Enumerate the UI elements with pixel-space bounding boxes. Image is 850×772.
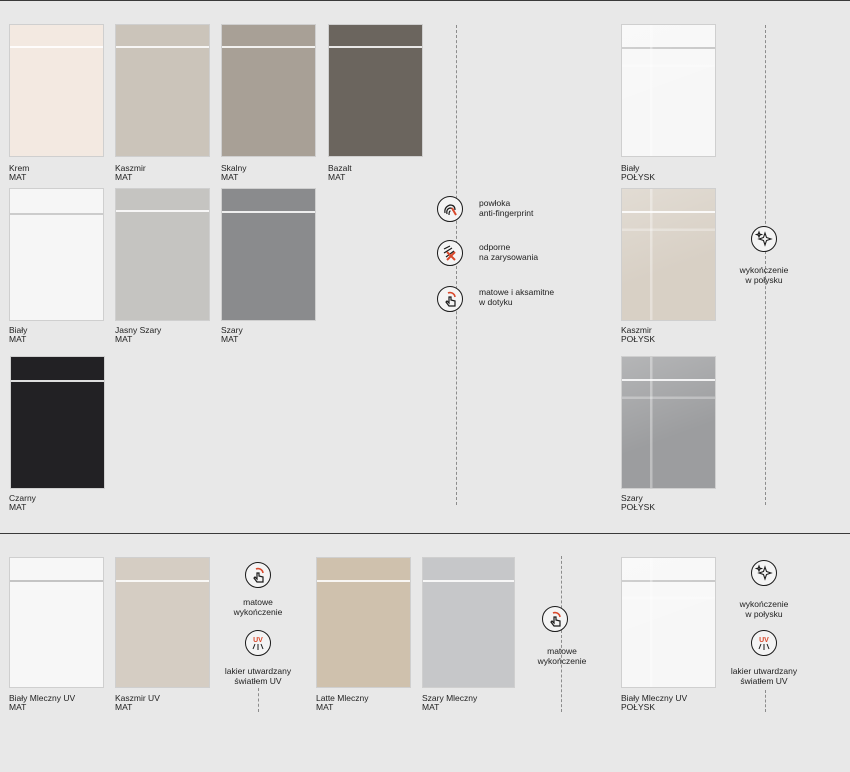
swatch-label: Szary Mleczny MAT [422, 693, 478, 712]
dashed-separator [456, 25, 457, 505]
feature-uv-lacquer: lakier utwardzany światłem UV [224, 666, 292, 686]
swatch-bialy[interactable] [9, 188, 104, 321]
dashed-separator [258, 688, 259, 712]
swatch-label: Szary MAT [221, 325, 243, 344]
feature-scratch-resistant: odporne na zarysowania [479, 242, 539, 262]
dashed-separator [765, 690, 766, 712]
swatch-latte-mleczny[interactable] [316, 557, 411, 688]
swatch-label: Jasny Szary MAT [115, 325, 162, 344]
swatch-krem[interactable] [9, 24, 104, 157]
swatch-label: Biały POŁYSK [621, 163, 656, 182]
swatch-label: Krem MAT [9, 163, 30, 182]
swatch-skalny[interactable] [221, 24, 316, 157]
swatch-jasny-szary[interactable] [115, 188, 210, 321]
touch-icon [542, 606, 568, 632]
swatch-bialy-polysk[interactable] [621, 24, 716, 157]
swatch-szary[interactable] [221, 188, 316, 321]
feature-uv-lacquer: lakier utwardzany światłem UV [730, 666, 798, 686]
fingerprint-icon [437, 196, 463, 222]
svg-text:UV: UV [253, 637, 263, 644]
swatch-label: Kaszmir MAT [115, 163, 146, 182]
swatch-label: Biały MAT [9, 325, 28, 344]
swatch-szary-polysk[interactable] [621, 356, 716, 489]
swatch-label: Szary POŁYSK [621, 493, 656, 512]
swatch-kaszmir-polysk[interactable] [621, 188, 716, 321]
swatch-szary-mleczny[interactable] [422, 557, 515, 688]
touch-icon [245, 562, 271, 588]
section-divider [0, 533, 850, 534]
feature-velvet-touch: matowe i aksamitne w dotyku [479, 287, 555, 307]
sparkle-icon [751, 560, 777, 586]
swatch-bialy-mleczny-uv-polysk[interactable] [621, 557, 716, 688]
swatch-label: Czarny MAT [9, 493, 36, 512]
swatch-bazalt[interactable] [328, 24, 423, 157]
swatch-label: Kaszmir POŁYSK [621, 325, 656, 344]
feature-matte: matowe wykończenie [537, 646, 587, 666]
top-divider [0, 0, 850, 1]
uv-icon [245, 630, 271, 656]
swatch-label: Kaszmir UV MAT [115, 693, 160, 712]
swatch-label: Bazalt MAT [328, 163, 352, 182]
sparkle-icon [751, 226, 777, 252]
swatch-kaszmir-uv[interactable] [115, 557, 210, 688]
swatch-kaszmir[interactable] [115, 24, 210, 157]
touch-icon [437, 286, 463, 312]
feature-gloss: wykończenie w połysku [739, 599, 789, 619]
scratch-resistant-icon [437, 240, 463, 266]
swatch-czarny[interactable] [10, 356, 105, 489]
swatch-label: Biały Mleczny UV POŁYSK [621, 693, 688, 712]
swatch-label: Latte Mleczny MAT [316, 693, 369, 712]
feature-gloss: wykończenie w połysku [739, 265, 789, 285]
svg-text:UV: UV [759, 637, 769, 644]
dashed-separator [561, 556, 562, 712]
feature-matte: matowe wykończenie [233, 597, 283, 617]
feature-anti-fingerprint: powłoka anti-fingerprint [479, 198, 534, 218]
swatch-bialy-mleczny-uv[interactable] [9, 557, 104, 688]
swatch-label: Skalny MAT [221, 163, 247, 182]
swatch-label: Biały Mleczny UV MAT [9, 693, 76, 712]
uv-icon [751, 630, 777, 656]
